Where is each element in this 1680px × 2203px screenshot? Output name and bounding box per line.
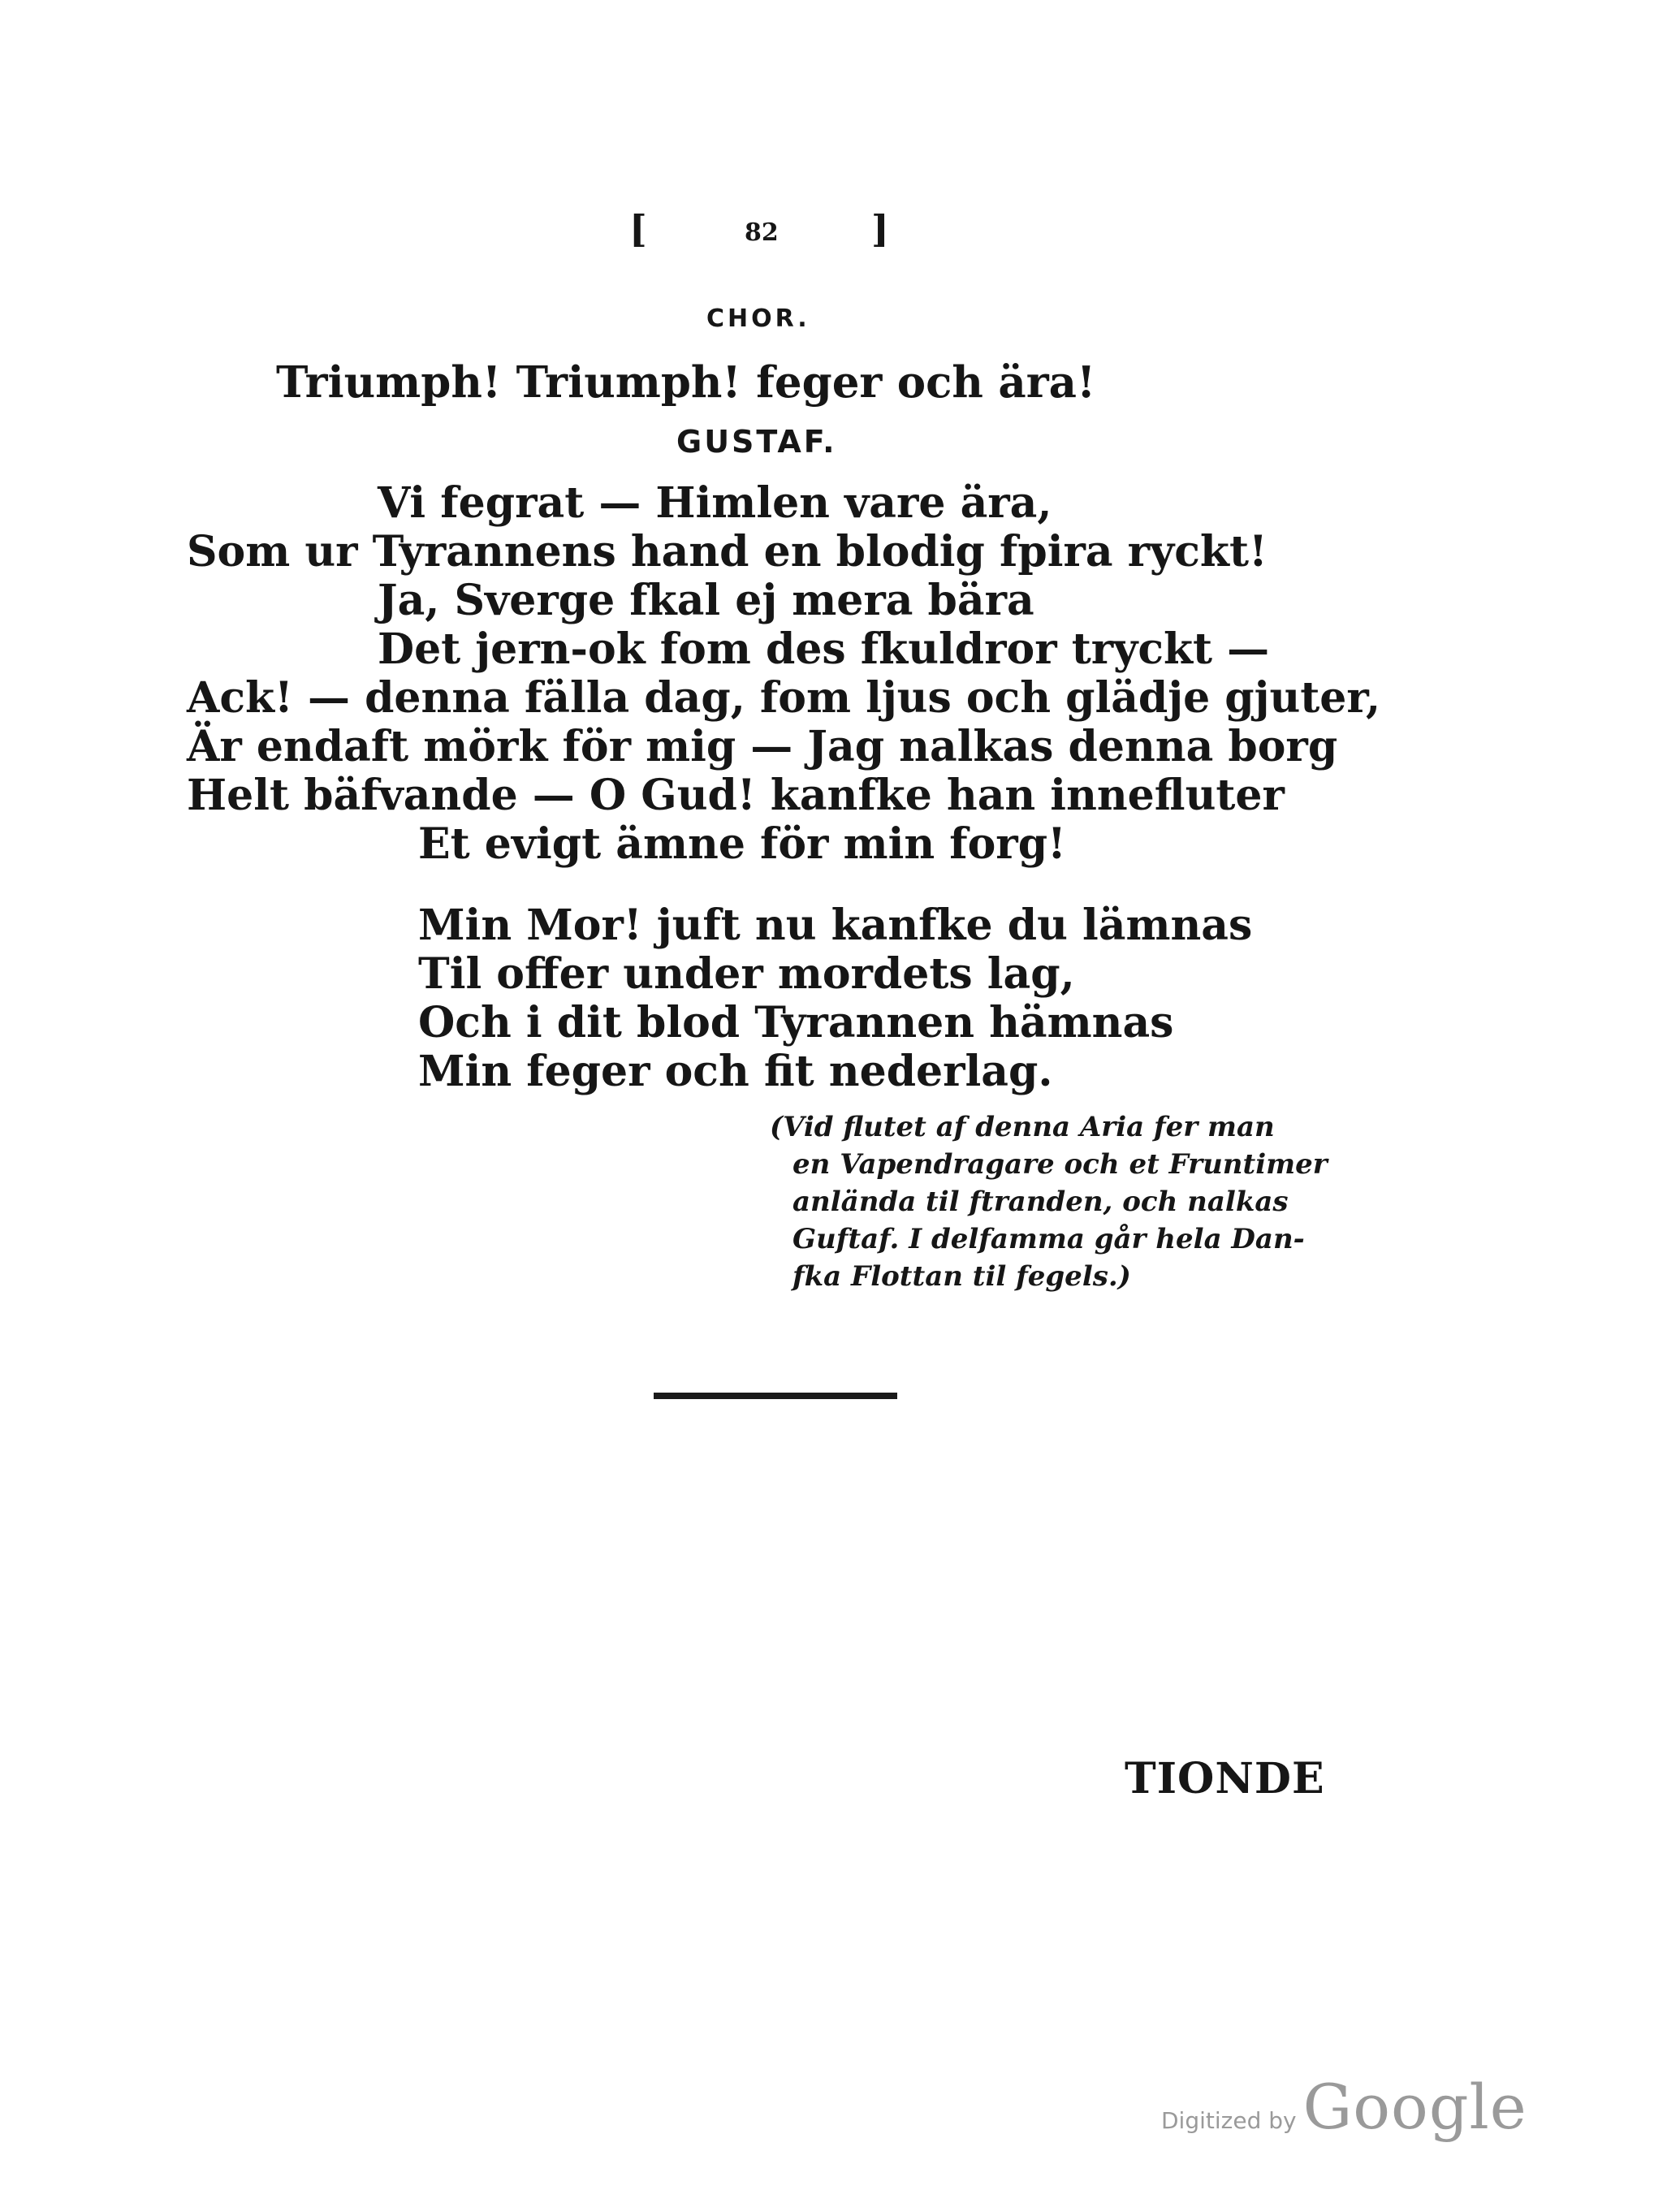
header-bracket-left: [ xyxy=(629,207,647,251)
verse-line: Min Mor! juft nu kanfke du lämnas xyxy=(418,901,1253,950)
stage-direction-line: Guftaf. I delfamma går hela Dan- xyxy=(792,1223,1305,1255)
stage-direction-line: anlända til ftranden, och nalkas xyxy=(792,1186,1289,1218)
stage-direction-line: fka Flottan til fegels.) xyxy=(792,1260,1131,1293)
verse-line: Är endaft mörk för mig — Jag nalkas denna borg xyxy=(187,722,1338,771)
digitized-watermark xyxy=(1161,2071,1527,2143)
verse-line: Helt bäfvande — O Gud! kanfke han innefluter xyxy=(187,771,1285,820)
verse-line: Som ur Tyrannens hand en blodig fpira ryckt! xyxy=(187,527,1268,577)
speaker-gustaf: GUSTAF. xyxy=(676,424,837,460)
verse-line: Ack! — denna fälla dag, fom ljus och glädje gjuter, xyxy=(187,673,1381,723)
verse-line: Det jern-ok fom des fkuldror tryckt — xyxy=(378,624,1270,674)
google-logo: Google xyxy=(1302,2071,1527,2143)
stage-direction-line: en Vapendragare och et Fruntimer xyxy=(792,1148,1328,1181)
verse-line: Vi fegrat — Himlen vare ära, xyxy=(378,478,1052,528)
speaker-chor: CHOR. xyxy=(706,305,810,333)
verse-line: Til offer under mordets lag, xyxy=(418,949,1075,999)
verse-line: Och i dit blod Tyrannen hämnas xyxy=(418,998,1174,1048)
stage-direction-line: (Vid flutet af denna Aria fer man xyxy=(770,1111,1275,1143)
catchword: TIONDE xyxy=(1125,1754,1325,1803)
watermark-prefix: Digitized by xyxy=(1161,2107,1297,2134)
verse-line: Ja, Sverge fkal ej mera bära xyxy=(378,576,1034,625)
page-number: 82 xyxy=(745,218,779,247)
verse-line: Et evigt ämne för min forg! xyxy=(418,819,1066,869)
verse-line: Min feger och fit nederlag. xyxy=(418,1047,1053,1096)
section-rule xyxy=(654,1393,897,1399)
header-bracket-right: ] xyxy=(871,207,889,251)
chor-line: Triumph! Triumph! feger och ära! xyxy=(276,357,1096,408)
